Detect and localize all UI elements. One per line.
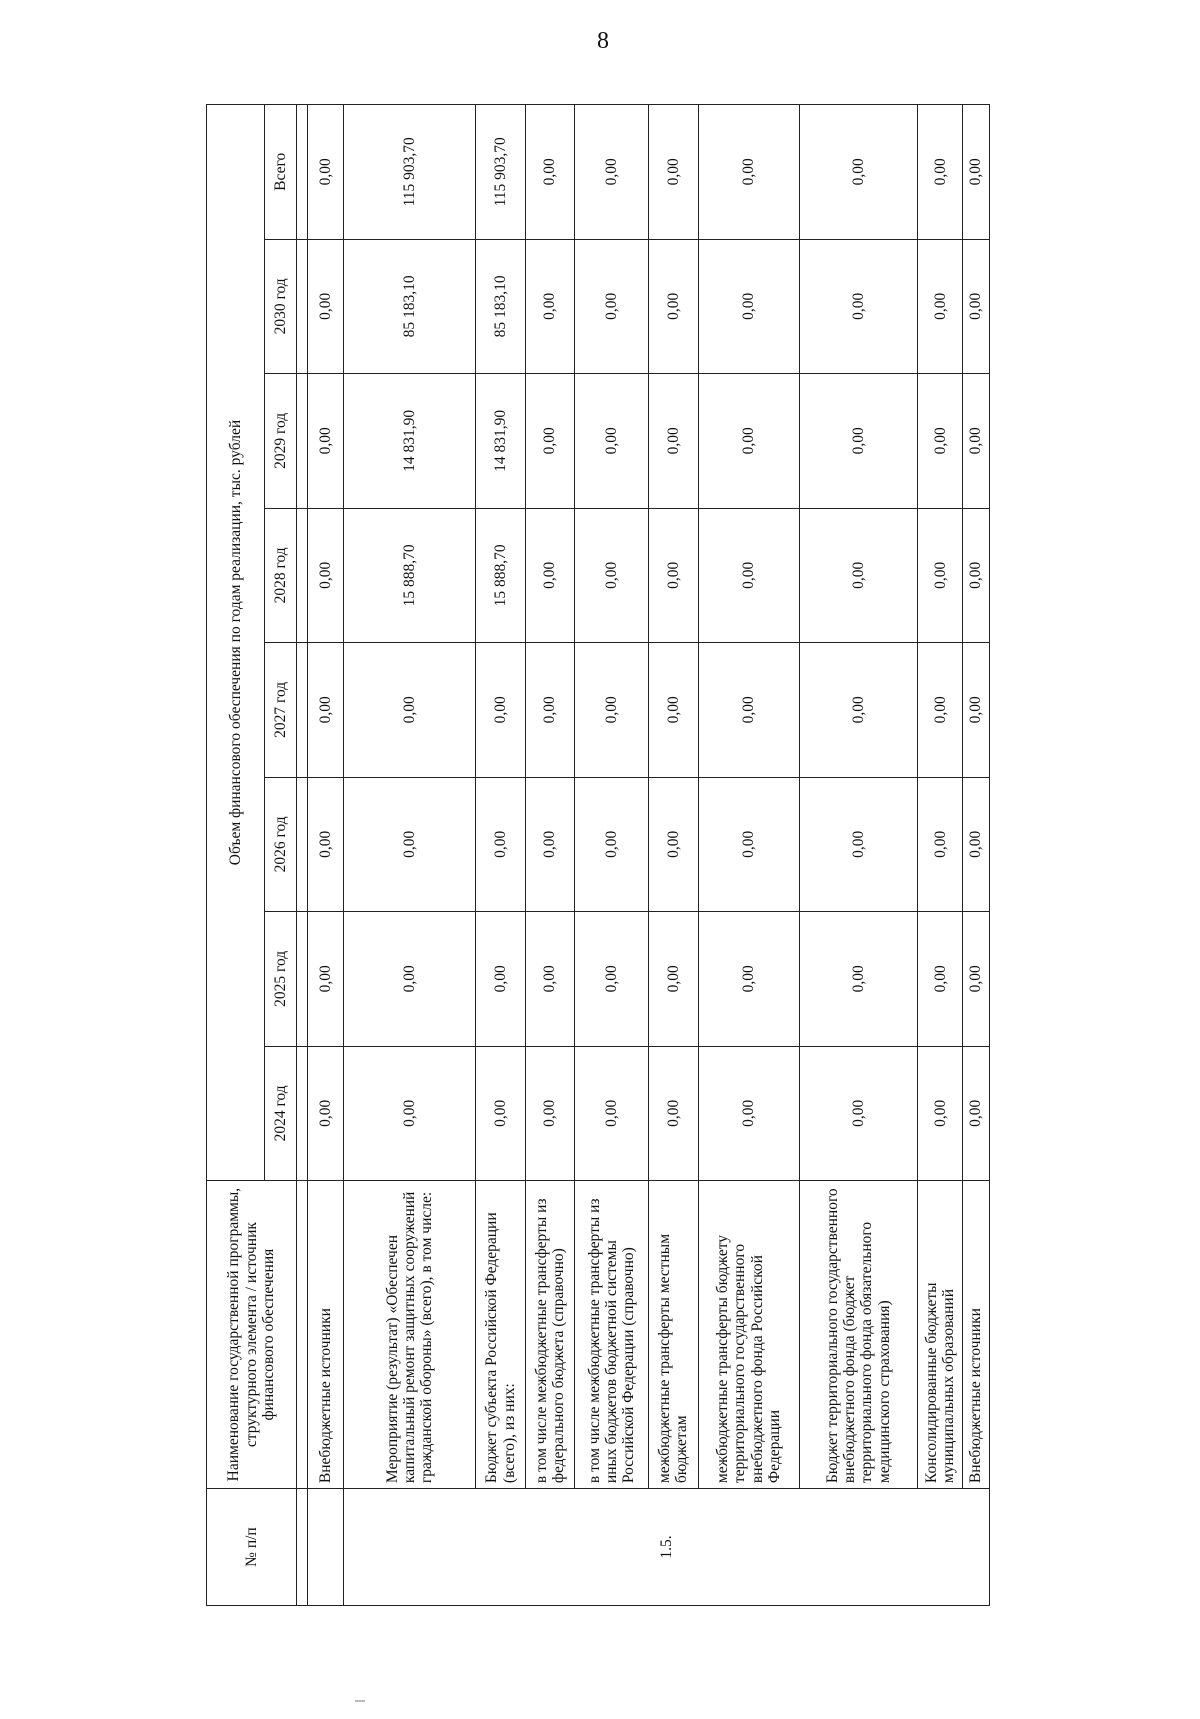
table-row (963, 105, 990, 1606)
row-year-value: 0,00 (799, 1046, 918, 1181)
row-name: в том числе межбюджетные трансферты из иных бюджетов бюджетной системы Российской Федерации (справочно) (575, 1181, 649, 1489)
row-year-value: 0,00 (476, 912, 525, 1047)
row-year-value: 0,00 (799, 912, 918, 1047)
header-name: Наименование государственной программы, структурного элемента / источник финансового обеспечения (207, 1181, 297, 1489)
table-row (918, 105, 963, 1606)
row-year-value: 0,00 (698, 508, 799, 643)
header-year: 2030 год (265, 239, 297, 374)
row-total-value: 0,00 (963, 105, 990, 240)
row-year-value: 0,00 (698, 1046, 799, 1181)
row-year-value: 0,00 (525, 239, 574, 374)
row-total-value: 115 903,70 (343, 105, 475, 240)
row-name: Бюджет субъекта Российской Федерации (всего), из них: (476, 1181, 525, 1489)
row-name: Бюджет территориального государственного внебюджетного фонда (бюджет территориального фонда обязательного медицинского страхования) (799, 1181, 918, 1489)
row-year-value: 0,00 (963, 912, 990, 1047)
header-volume: Объем финансового обеспечения по годам реализации, тыс. рублей (207, 105, 265, 1181)
row-total-value: 0,00 (698, 105, 799, 240)
row-name: межбюджетные трансферты бюджету территориального государственного внебюджетного фонда Российской Федерации (698, 1181, 799, 1489)
row-year-value: 0,00 (308, 239, 344, 374)
header-year: 2029 год (265, 374, 297, 509)
row-year-value: 0,00 (525, 777, 574, 912)
row-year-value: 0,00 (575, 508, 649, 643)
row-year-value: 0,00 (649, 239, 698, 374)
row-year-value: 0,00 (698, 374, 799, 509)
row-year-value: 0,00 (799, 777, 918, 912)
row-year-value: 0,00 (476, 643, 525, 778)
row-year-value: 0,00 (649, 508, 698, 643)
table-body (308, 105, 990, 1606)
table-row (476, 105, 525, 1606)
row-year-value: 0,00 (343, 1046, 475, 1181)
row-year-value: 0,00 (575, 643, 649, 778)
table-row (343, 105, 475, 1606)
row-year-value: 14 831,90 (343, 374, 475, 509)
row-year-value: 0,00 (698, 777, 799, 912)
row-year-value: 0,00 (963, 239, 990, 374)
header-row-1 (207, 105, 265, 1606)
row-total-value: 0,00 (525, 105, 574, 240)
row-year-value: 0,00 (963, 1046, 990, 1181)
row-year-value: 0,00 (575, 239, 649, 374)
row-year-value: 0,00 (918, 374, 963, 509)
row-total-value: 0,00 (308, 105, 344, 240)
table-row (799, 105, 918, 1606)
scan-mark (355, 1700, 365, 1702)
row-total-value: 0,00 (799, 105, 918, 240)
header-total: Всего (265, 105, 297, 240)
table-row (649, 105, 698, 1606)
row-year-value: 0,00 (918, 643, 963, 778)
row-year-value: 0,00 (343, 643, 475, 778)
header-year: 2028 год (265, 508, 297, 643)
row-total-value: 0,00 (918, 105, 963, 240)
row-year-value: 14 831,90 (476, 374, 525, 509)
row-year-value: 0,00 (525, 643, 574, 778)
header-year: 2025 год (265, 912, 297, 1047)
table-row (308, 105, 344, 1606)
row-name: Консолидированные бюджеты муниципальных образований (918, 1181, 963, 1489)
row-year-value: 0,00 (698, 643, 799, 778)
row-year-value: 0,00 (308, 912, 344, 1047)
header-year: 2024 год (265, 1046, 297, 1181)
row-year-value: 0,00 (575, 374, 649, 509)
header-no: № п/п (207, 1489, 297, 1606)
row-year-value: 0,00 (698, 912, 799, 1047)
row-year-value: 85 183,10 (476, 239, 525, 374)
row-year-value: 0,00 (918, 239, 963, 374)
row-year-value: 0,00 (476, 1046, 525, 1181)
financing-table (206, 104, 990, 1606)
row-year-value: 0,00 (918, 1046, 963, 1181)
row-year-value: 0,00 (575, 777, 649, 912)
row-year-value: 0,00 (918, 508, 963, 643)
row-year-value: 0,00 (649, 374, 698, 509)
row-name: Мероприятие (результат) «Обеспечен капитальный ремонт защитных сооружений гражданской обороны» (всего), в том числе: (343, 1181, 475, 1489)
row-year-value: 0,00 (963, 508, 990, 643)
row-total-value: 0,00 (649, 105, 698, 240)
row-number: 1.5. (343, 1489, 989, 1606)
row-year-value: 0,00 (649, 912, 698, 1047)
row-year-value: 0,00 (525, 912, 574, 1047)
row-name: Внебюджетные источники (963, 1181, 990, 1489)
row-year-value: 0,00 (525, 374, 574, 509)
row-year-value: 0,00 (799, 643, 918, 778)
row-total-value: 115 903,70 (476, 105, 525, 240)
row-year-value: 0,00 (918, 912, 963, 1047)
page-number-text: 8 (597, 28, 609, 54)
row-year-value: 0,00 (308, 777, 344, 912)
row-year-value: 0,00 (649, 643, 698, 778)
row-year-value: 0,00 (963, 374, 990, 509)
row-name: межбюджетные трансферты местным бюджетам (649, 1181, 698, 1489)
row-year-value: 85 183,10 (343, 239, 475, 374)
row-year-value: 0,00 (525, 508, 574, 643)
row-name: в том числе межбюджетные трансферты из федерального бюджета (справочно) (525, 1181, 574, 1489)
row-year-value: 0,00 (575, 1046, 649, 1181)
row-year-value: 0,00 (649, 777, 698, 912)
row-year-value: 0,00 (698, 239, 799, 374)
row-year-value: 0,00 (799, 508, 918, 643)
row-total-value: 0,00 (575, 105, 649, 240)
table-row (575, 105, 649, 1606)
row-number (308, 1489, 344, 1606)
row-year-value: 0,00 (343, 912, 475, 1047)
row-year-value: 0,00 (308, 374, 344, 509)
row-year-value: 0,00 (649, 1046, 698, 1181)
row-year-value: 0,00 (799, 239, 918, 374)
row-year-value: 0,00 (799, 374, 918, 509)
header-gap-row (297, 105, 308, 1606)
row-year-value: 0,00 (963, 643, 990, 778)
header-year: 2027 год (265, 643, 297, 778)
row-year-value: 15 888,70 (343, 508, 475, 643)
row-year-value: 15 888,70 (476, 508, 525, 643)
row-year-value: 0,00 (308, 643, 344, 778)
row-year-value: 0,00 (343, 777, 475, 912)
row-year-value: 0,00 (476, 777, 525, 912)
header-year: 2026 год (265, 777, 297, 912)
row-name: Внебюджетные источники (308, 1181, 344, 1489)
table-row (525, 105, 574, 1606)
row-year-value: 0,00 (575, 912, 649, 1047)
table-row (698, 105, 799, 1606)
rotated-table-container (206, 104, 990, 1606)
row-year-value: 0,00 (918, 777, 963, 912)
row-year-value: 0,00 (525, 1046, 574, 1181)
row-year-value: 0,00 (308, 1046, 344, 1181)
row-year-value: 0,00 (963, 777, 990, 912)
row-year-value: 0,00 (308, 508, 344, 643)
